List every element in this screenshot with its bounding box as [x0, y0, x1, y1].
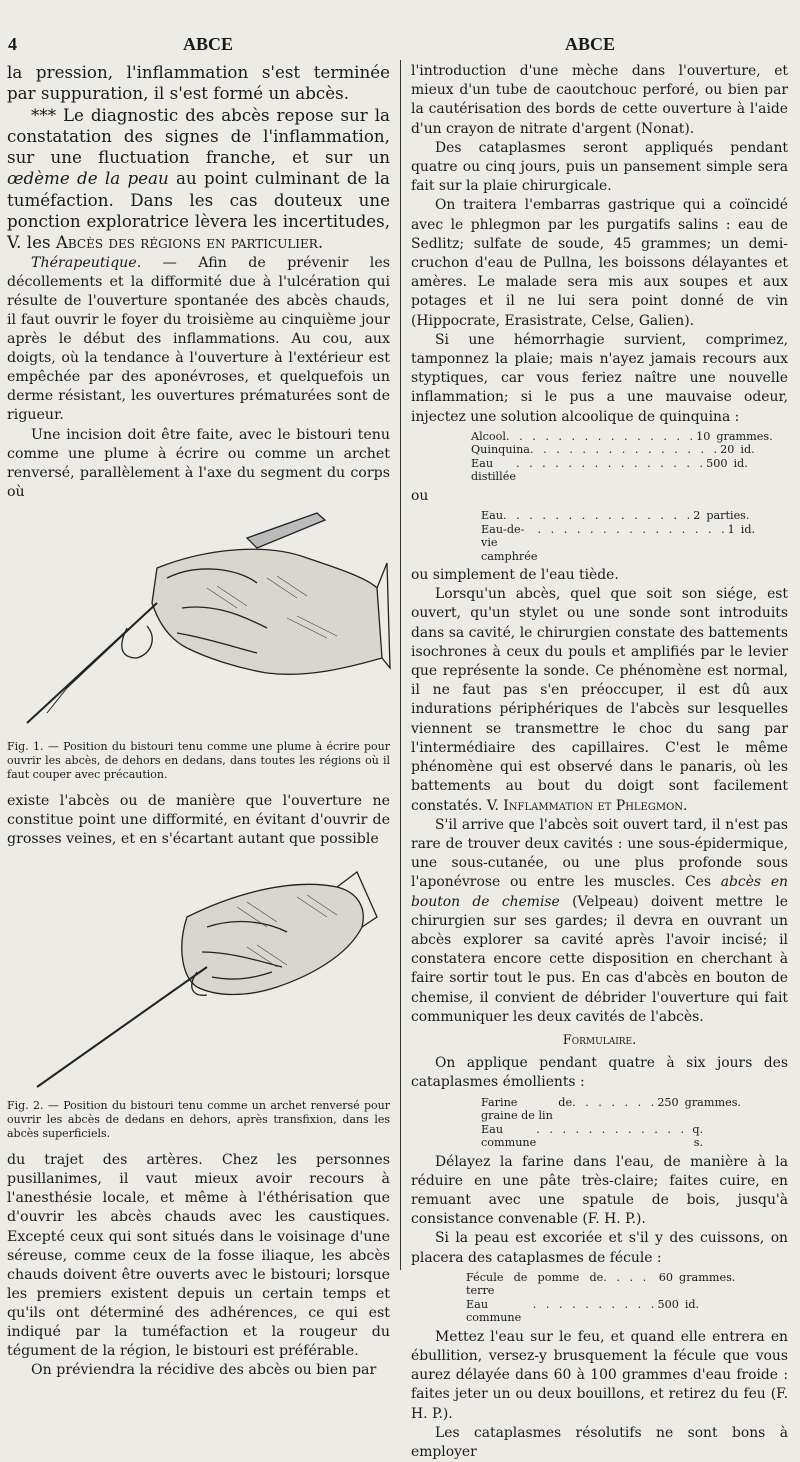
- figure-2-caption: Fig. 2. — Position du bistouri tenu comme un archet renversé pour ouvrir les abcès de dedans en dehors, après transfixion, dans les abcès superficiels.: [7, 1099, 390, 1141]
- formula-row: Fécule de pomme de terre . . . . 60 grammes.: [466, 1270, 736, 1298]
- column-divider: [400, 60, 401, 1270]
- formula-lin: [481, 1096, 741, 1150]
- body-text: [7, 1151, 390, 1380]
- formula-camphree: [481, 509, 756, 563]
- paragraph: On applique pendant quatre à six jours des cataplasmes émollients :: [411, 1055, 788, 1091]
- formula-row: Eau distillée . . . . . . . . . . . . . . . 500 id.: [471, 456, 748, 484]
- paragraph: Si une hémorrhagie survient, comprimez, tamponnez la plaie; mais n'ayez jamais recours aux styptiques, car vous feriez naître une nouvelle inflammation; si le pus a une mauvaise odeur, injectez une solution alcoolique de quinquina :: [411, 331, 788, 425]
- paragraph: Des cataplasmes seront appliqués pendant quatre ou cinq jours, puis un pansement simple sera fait sur la plaie chirurgicale.: [411, 139, 788, 195]
- hand-bow-grip-illustration: [7, 857, 390, 1097]
- figure-1: [7, 508, 390, 738]
- diagnostic-paragraph: *** Le diagnostic des abcès repose sur la constatation des signes de l'inflammation, sur une fluctuation franche, et sur un œdème de la peau au point culminant de la tuméfaction. Dans les cas douteux une ponction exploratrice lèvera les incertitudes, V. les Abcès des régions en particulier.: [7, 104, 390, 253]
- section-label: Thérapeutique.: [31, 254, 142, 271]
- paragraph: existe l'abcès ou de manière que l'ouverture ne constitue point une difformité, en évitant d'ouvrir de grosses veines, et en s'écartant autant que possible: [7, 792, 390, 848]
- formula-fecule: [466, 1271, 736, 1325]
- formula-row: Quinquina . . . . . . . . . . . . . . . 20 id.: [471, 443, 755, 457]
- paragraph: S'il arrive que l'abcès soit ouvert tard, il n'est pas rare de trouver deux cavités : une sous-épidermique, une sous-cutanée, ou une plus profonde sous l'aponévrose ou entre les muscles. Ces abcès en bouton de chemise (Velpeau) doivent mettre le chirurgien sur ses gardes; il devra en ouvrant un abcès explorer sa cavité après l'avoir incisé; il constatera encore cette disposition en cherchant à faire sortir tout le pus. En cas d'abcès en bouton de chemise, il convient de débrider l'ouverture qui fait communiquer les deux cavités de l'abcès.: [411, 816, 788, 1025]
- figure-1-caption: Fig. 1. — Position du bistouri tenu comme une plume à écrire pour ouvrir les abcès, de dehors en dedans, dans toutes les régions où il faut couper avec précaution.: [7, 739, 390, 781]
- paragraph: Si la peau est excoriée et s'il y des cuissons, on placera des cataplasmes de fécule :: [411, 1230, 788, 1266]
- paragraph: On traitera l'embarras gastrique qui a coïncidé avec le phlegmon par les purgatifs salins : eau de Sedlitz; sulfate de soude, 45 grammes; un demi-cruchon d'eau de Pullna, les boissons délayantes et amères. Le malade sera mis aux soupes et aux potages et il ne lui sera point donné de vin (Hippocrate, Erasistrate, Celse, Galien).: [411, 197, 788, 329]
- formula-row: Eau commune . . . . . . . . . . . . q. s.: [481, 1122, 704, 1150]
- paragraph: Les cataplasmes résolutifs ne sont bons à employer: [411, 1424, 788, 1460]
- paragraph: la pression, l'inflammation s'est terminée par suppuration, il s'est formé un abcès.: [7, 62, 390, 104]
- paragraph: On préviendra la récidive des abcès ou bien par: [31, 1362, 377, 1379]
- right-column: [411, 62, 788, 1462]
- figure-2: [7, 857, 390, 1097]
- formula-row: Farine de graine de lin . . . . . . . 250 grammes.: [481, 1095, 741, 1123]
- paragraph: Lorsqu'un abcès, quel que soit son siége, est ouvert, qu'un stylet ou une sonde sont introduits dans sa cavité, le chirurgien constate des battements isochrones à ceux du pouls et amplifiés par le levier que représente la sonde. Ce phénomène est normal, il ne faut pas s'en préoccuper, il est dû aux indurations périphériques de l'abcès sur lesquelles viennent se transmettre le choc du sang par l'intermédiaire des capillaires. C'est le même phénomène qui est observé dans le panaris, où les battements au bout du doigt sont facilement constatés. V. Inflammation et Phlegmon.: [411, 586, 788, 814]
- formula-row: Eau-de-vie camphrée . . . . . . . . . . . . . . . 1 id.: [481, 522, 756, 563]
- formula-row: Alcool . . . . . . . . . . . . . . . 10 grammes.: [471, 429, 773, 443]
- conjunction: ou: [411, 487, 429, 504]
- hand-pen-grip-illustration: [7, 508, 390, 738]
- paragraph: Délayez la farine dans l'eau, de manière à la réduire en une pâte très-claire; faites cuire, en remuant avec une spatule de bois, jusqu'à consistance convenable (F. H. P.).: [411, 1153, 788, 1228]
- paragraph: ou simplement de l'eau tiède.: [411, 567, 619, 584]
- section-heading-formulaire: Formulaire.: [562, 1032, 637, 1048]
- header-title-right: ABCE: [565, 34, 616, 54]
- running-header: [0, 34, 800, 58]
- paragraph: Mettez l'eau sur le feu, et quand elle entrera en ébullition, versez-y brusquement la fécule que vous aurez délayée dans 60 à 100 grammes d'eau froide : faites jeter un ou deux bouillons, et retirez du feu (F. H. P.).: [411, 1328, 788, 1422]
- formula-row: Eau . . . . . . . . . . . . . . . 2 parties.: [481, 509, 750, 523]
- paragraph: l'introduction d'une mèche dans l'ouverture, et mieux d'un tube de caoutchouc perforé, ou bien par la cautérisation des bords de cette ouverture à l'aide d'un crayon de nitrate d'argent (Nonat).: [411, 63, 788, 137]
- formula-quinquina: [471, 429, 773, 484]
- body-text: [7, 792, 390, 849]
- body-text: [7, 254, 390, 502]
- paragraph: Une incision doit être faite, avec le bistouri tenu comme une plume à écrire ou comme un archet renversé, parallèlement à l'axe du segment du corps où: [7, 426, 390, 500]
- formula-row: Eau commune . . . . . . . . . . 500 id.: [466, 1297, 700, 1325]
- header-title-left: ABCE: [183, 34, 234, 54]
- left-column: [7, 62, 390, 1380]
- page-number: 4: [8, 34, 17, 54]
- therapeutique-paragraph: Thérapeutique. — Afin de prévenir les décollements et la difformité due à l'ulcération qui résulte de l'ouverture spontanée des abcès chauds, il faut ouvrir le foyer du troisième au cinquième jour après le début des inflammations. Au cou, aux doigts, où la tendance à l'ouverture à l'extérieur est empêchée par des aponévroses, et quelquefois un derme résistant, les ouvertures prématurées sont de rigueur.: [7, 254, 390, 424]
- large-print-block: [7, 62, 390, 254]
- paragraph: du trajet des artères. Chez les personnes pusillanimes, il vaut mieux avoir recours à l'anesthésie locale, et même à l'éthérisation que d'ouvrir les abcès chauds avec les caustiques. Excepté ceux qui sont situés dans le voisinage d'une séreuse, comme ceux de la fosse iliaque, les abcès chauds doivent être ouverts avec le bistouri; lorsque les premiers existent depuis un certain temps et qu'ils ont déterminé des adhérences, ce qui est indiqué par la tuméfaction et la rougeur du tégument de la région, le bistouri est préférable.: [7, 1152, 390, 1360]
